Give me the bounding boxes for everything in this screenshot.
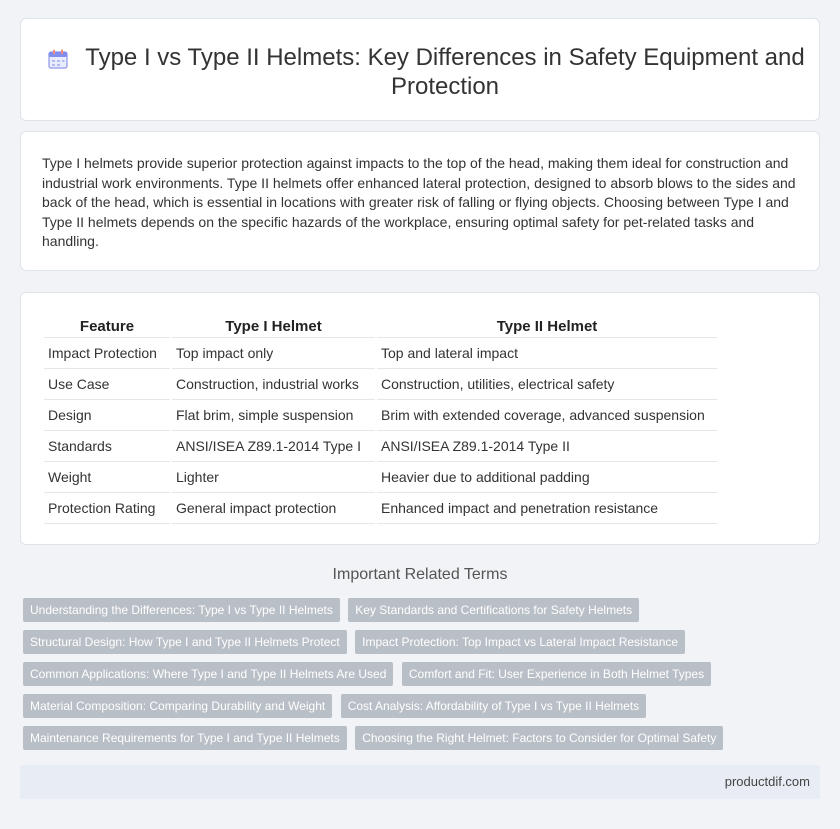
table-cell: Weight — [44, 462, 170, 493]
table-cell: Protection Rating — [44, 493, 170, 524]
table-row — [44, 369, 717, 400]
table-cell: Impact Protection — [44, 338, 170, 369]
related-term-tag[interactable]: Choosing the Right Helmet: Factors to Consider for Optimal Safety — [355, 726, 723, 750]
related-term-tag[interactable]: Material Composition: Comparing Durability and Weight — [23, 694, 332, 718]
header-card — [20, 18, 820, 121]
table-cell: Top and lateral impact — [377, 338, 717, 369]
related-term-tag[interactable]: Understanding the Differences: Type I vs Type II Helmets — [23, 598, 340, 622]
table-row — [44, 462, 717, 493]
table-cell: Construction, industrial works — [172, 369, 375, 400]
footer — [20, 765, 820, 799]
page-title: Type I vs Type II Helmets: Key Differences in Safety Equipment and Protection — [85, 44, 805, 100]
table-cell: General impact protection — [172, 493, 375, 524]
comparison-table — [42, 315, 719, 524]
footer-site-name: productdif.com — [724, 774, 810, 789]
table-row — [44, 493, 717, 524]
column-header-type-i: Type I Helmet — [172, 315, 375, 338]
related-term-tag[interactable]: Maintenance Requirements for Type I and Type II Helmets — [23, 726, 347, 750]
table-cell: Use Case — [44, 369, 170, 400]
related-term-tag[interactable]: Common Applications: Where Type I and Type II Helmets Are Used — [23, 662, 393, 686]
related-terms-list — [23, 598, 813, 758]
intro-paragraph: Type I helmets provide superior protection against impacts to the top of the head, making them ideal for construction and industrial work environments. Type II helmets offer enhanced lateral protection, designed to absorb blows to the sides and back of the head, which is essential in locations with greater risk of falling or flying objects. Choosing between Type I and Type II helmets depends on the specific hazards of the workplace, ensuring optimal safety for pet-related tasks and handling. — [42, 155, 796, 250]
calendar-icon — [47, 48, 69, 70]
table-cell: Construction, utilities, electrical safety — [377, 369, 717, 400]
related-term-tag[interactable]: Cost Analysis: Affordability of Type I vs Type II Helmets — [341, 694, 646, 718]
related-term-tag[interactable]: Key Standards and Certifications for Safety Helmets — [348, 598, 639, 622]
related-term-tag[interactable]: Structural Design: How Type I and Type II Helmets Protect — [23, 630, 347, 654]
column-header-feature: Feature — [44, 315, 170, 338]
table-cell: Design — [44, 400, 170, 431]
table-cell: Enhanced impact and penetration resistance — [377, 493, 717, 524]
table-cell: Brim with extended coverage, advanced suspension — [377, 400, 717, 431]
table-cell: Top impact only — [172, 338, 375, 369]
related-terms-heading: Important Related Terms — [332, 566, 508, 583]
table-cell: Heavier due to additional padding — [377, 462, 717, 493]
table-cell: ANSI/ISEA Z89.1-2014 Type I — [172, 431, 375, 462]
table-cell: Flat brim, simple suspension — [172, 400, 375, 431]
related-term-tag[interactable]: Comfort and Fit: User Experience in Both Helmet Types — [402, 662, 711, 686]
table-cell: ANSI/ISEA Z89.1-2014 Type II — [377, 431, 717, 462]
table-header-row — [44, 315, 717, 338]
table-cell: Lighter — [172, 462, 375, 493]
table-row — [44, 338, 717, 369]
table-row — [44, 400, 717, 431]
comparison-table-card — [20, 292, 820, 545]
table-cell: Standards — [44, 431, 170, 462]
related-term-tag[interactable]: Impact Protection: Top Impact vs Lateral Impact Resistance — [355, 630, 685, 654]
column-header-type-ii: Type II Helmet — [377, 315, 717, 338]
table-row — [44, 431, 717, 462]
intro-card — [20, 131, 820, 271]
